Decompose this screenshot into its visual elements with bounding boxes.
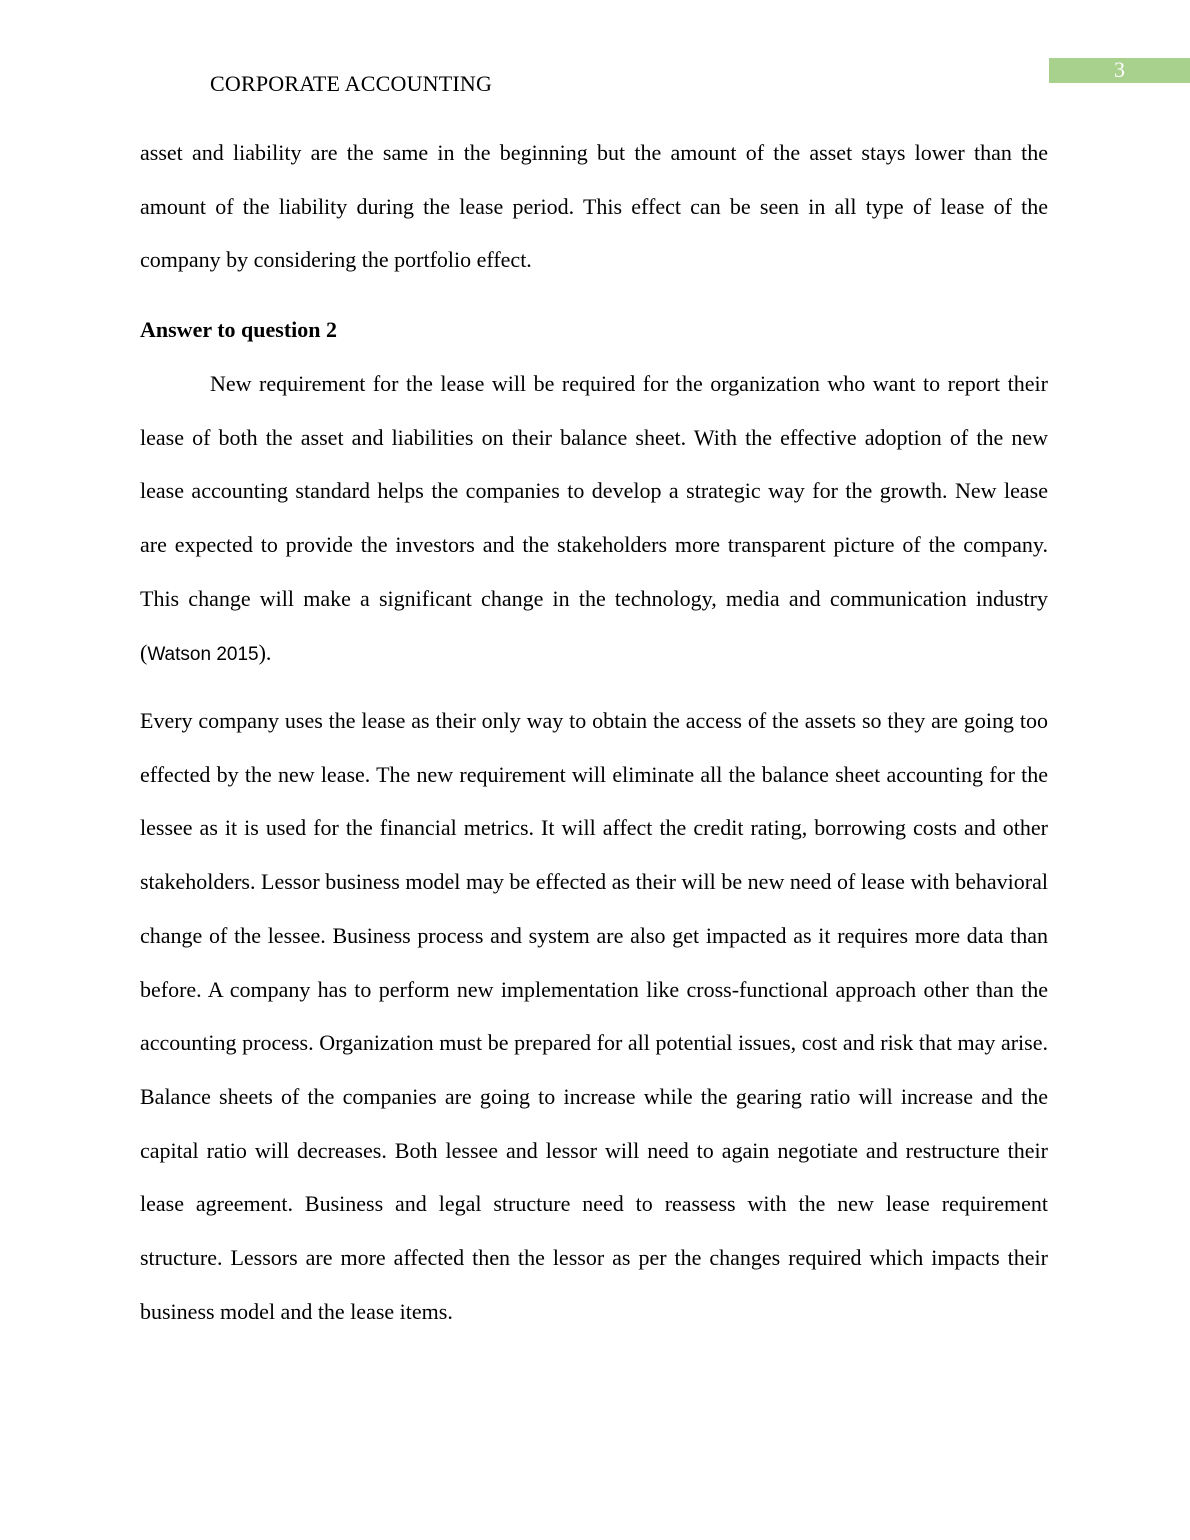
citation: Watson 2015 [147, 643, 259, 665]
paragraph-new-requirement-text: New requirement for the lease will be required for the organization who want to report their lease of both the asset and liabilities on their balance sheet. With the effective adoption of the new lease accounting standard helps the companies to develop a strategic way for the growth. New lease are expected to provide the investors and the stakeholders more transparent picture of the company. This change will make a significant change in the technology, media and communication industry ( [140, 371, 1048, 665]
paragraph-every-company: Every company uses the lease as their only way to obtain the access of the assets so they are going too effected by the new lease. The new requirement will eliminate all the balance sheet accounting for the lessee as it is used for the financial metrics. It will affect the credit rating, borrowing costs and other stakeholders. Lessor business model may be effected as their will be new need of lease with behavioral change of the lessee. Business process and system are also get impacted as it requires more data than before. A company has to perform new implementation like cross-functional approach other than the accounting process. Organization must be prepared for all potential issues, cost and risk that may arise. Balance sheets of the companies are going to increase while the gearing ratio will increase and the capital ratio will decreases. Both lessee and lessor will need to again negotiate and restructure their lease agreement. Business and legal structure need to reassess with the new lease requirement structure. Lessors are more affected then the lessor as per the changes required which impacts their business model and the lease items. [140, 708, 1048, 1324]
section-heading-answer-2: Answer to question 2 [140, 317, 338, 342]
paragraph-new-requirement [140, 357, 1048, 681]
page-number: 3 [1114, 57, 1125, 82]
running-header-title: CORPORATE ACCOUNTING [210, 71, 493, 96]
page-number-badge [1049, 58, 1190, 83]
paragraph-continuation: asset and liability are the same in the beginning but the amount of the asset stays lower than the amount of the liability during the lease period. This effect can be seen in all type of lease of the company by considering the portfolio effect. [140, 140, 1048, 273]
paragraph-new-requirement-end: ). [258, 639, 272, 665]
